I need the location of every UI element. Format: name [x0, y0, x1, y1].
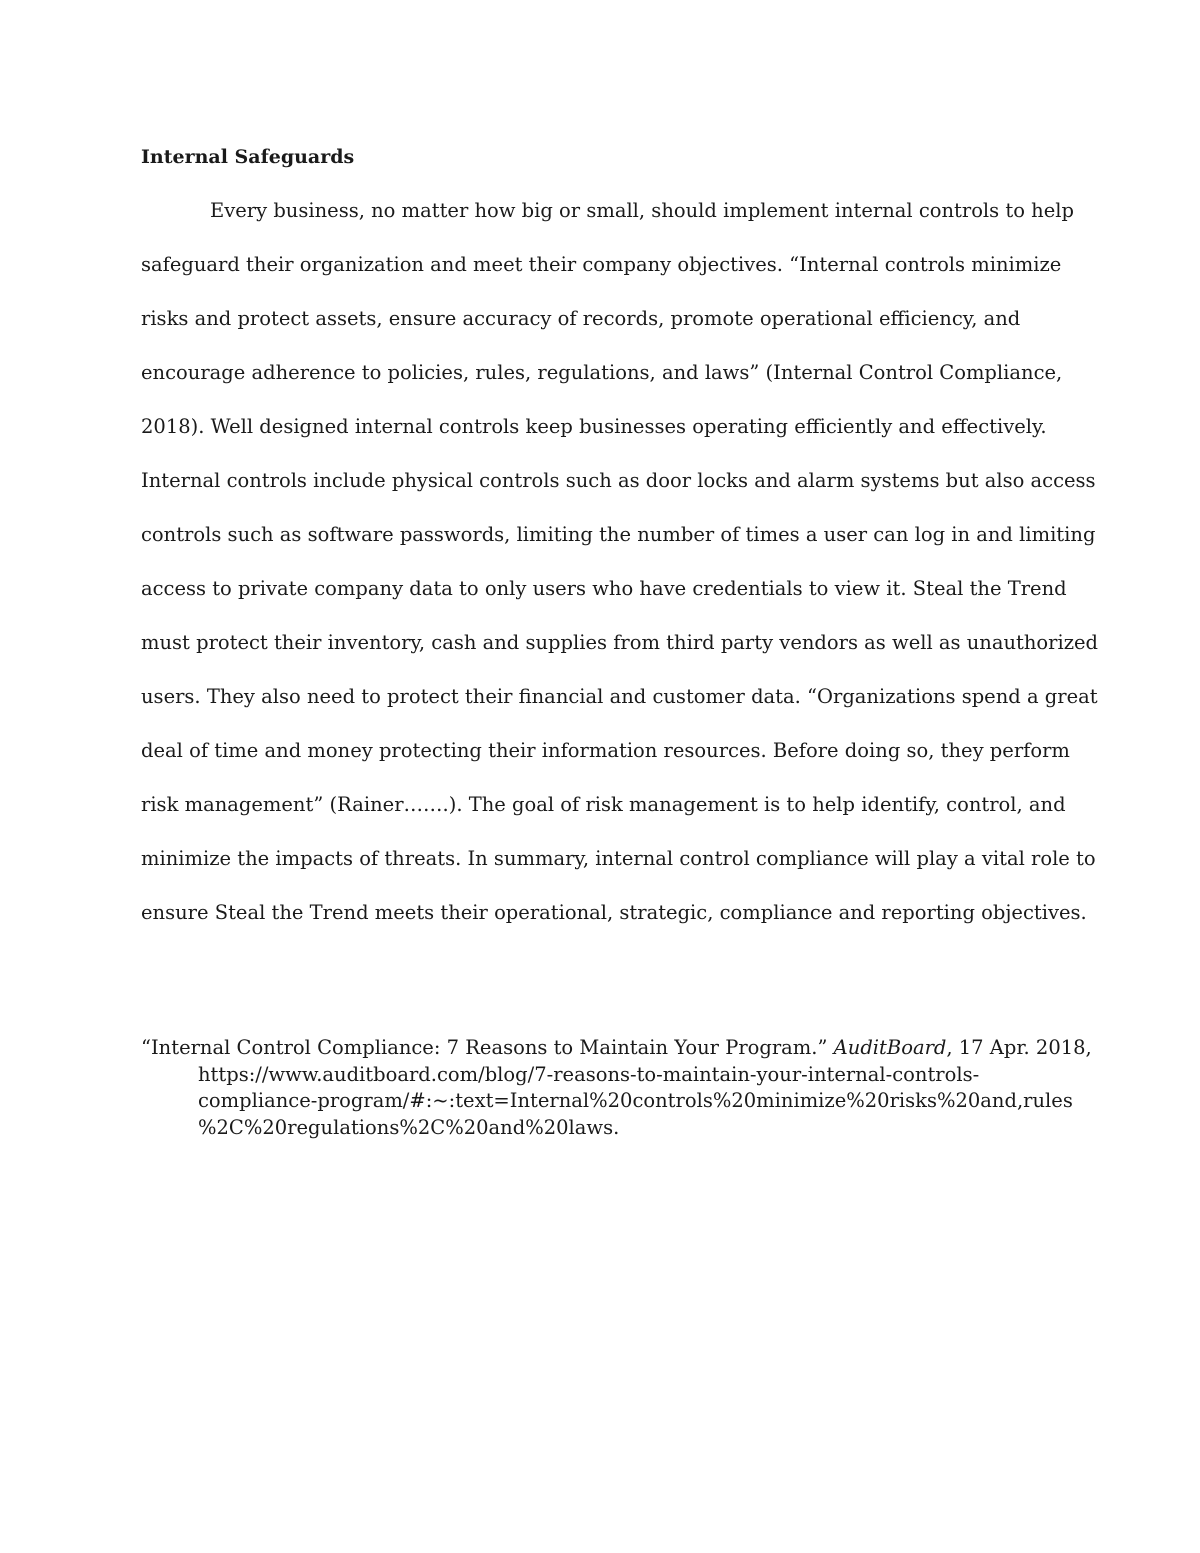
citation-url-line: compliance-program/#:~:text=Internal%20controls%20minimize%20risks%20and,rules [198, 1089, 1073, 1112]
paragraph-line: deal of time and money protecting their information resources. Before doing so, they perform [141, 739, 1070, 762]
paragraph-line: 2018). Well designed internal controls keep businesses operating efficiently and effectively. [141, 415, 1047, 438]
section-heading: Internal Safeguards [141, 146, 355, 168]
citation-url-line: https://www.auditboard.com/blog/7-reasons-to-maintain-your-internal-controls- [198, 1062, 980, 1086]
paragraph-line: risks and protect assets, ensure accuracy of records, promote operational efficiency, and [141, 307, 1021, 330]
paragraph-line: risk management” (Rainer…….). The goal of risk management is to help identify, control, and [141, 793, 1066, 816]
citation-date: , 17 Apr. 2018, [946, 1036, 1092, 1059]
works-cited-entry [141, 1035, 1092, 1141]
paragraph-line: access to private company data to only users who have credentials to view it. Steal the Trend [141, 577, 1067, 600]
paragraph-line: Internal controls include physical controls such as door locks and alarm systems but also access [141, 469, 1096, 492]
paragraph-line: encourage adherence to policies, rules, regulations, and laws” (Internal Control Compliance, [141, 361, 1063, 384]
citation-source: AuditBoard [833, 1036, 947, 1059]
paragraph-line: minimize the impacts of threats. In summary, internal control compliance will play a vital role to [141, 847, 1096, 870]
paragraph-line: ensure Steal the Trend meets their operational, strategic, compliance and reporting objectives. [141, 901, 1087, 924]
paragraph-line: users. They also need to protect their financial and customer data. “Organizations spend a great [141, 685, 1098, 708]
paragraph-line: Every business, no matter how big or small, should implement internal controls to help [210, 199, 1074, 222]
paragraph-line: controls such as software passwords, limiting the number of times a user can log in and limiting [141, 523, 1096, 546]
paragraph-line: safeguard their organization and meet their company objectives. “Internal controls minimize [141, 253, 1062, 276]
citation-url-line: %2C%20regulations%2C%20and%20laws. [198, 1115, 620, 1139]
citation-title: “Internal Control Compliance: 7 Reasons to Maintain Your Program.” [141, 1036, 834, 1059]
citation-line [141, 1035, 1092, 1062]
paragraph-line: must protect their inventory, cash and supplies from third party vendors as well as unauthorized [141, 631, 1099, 654]
